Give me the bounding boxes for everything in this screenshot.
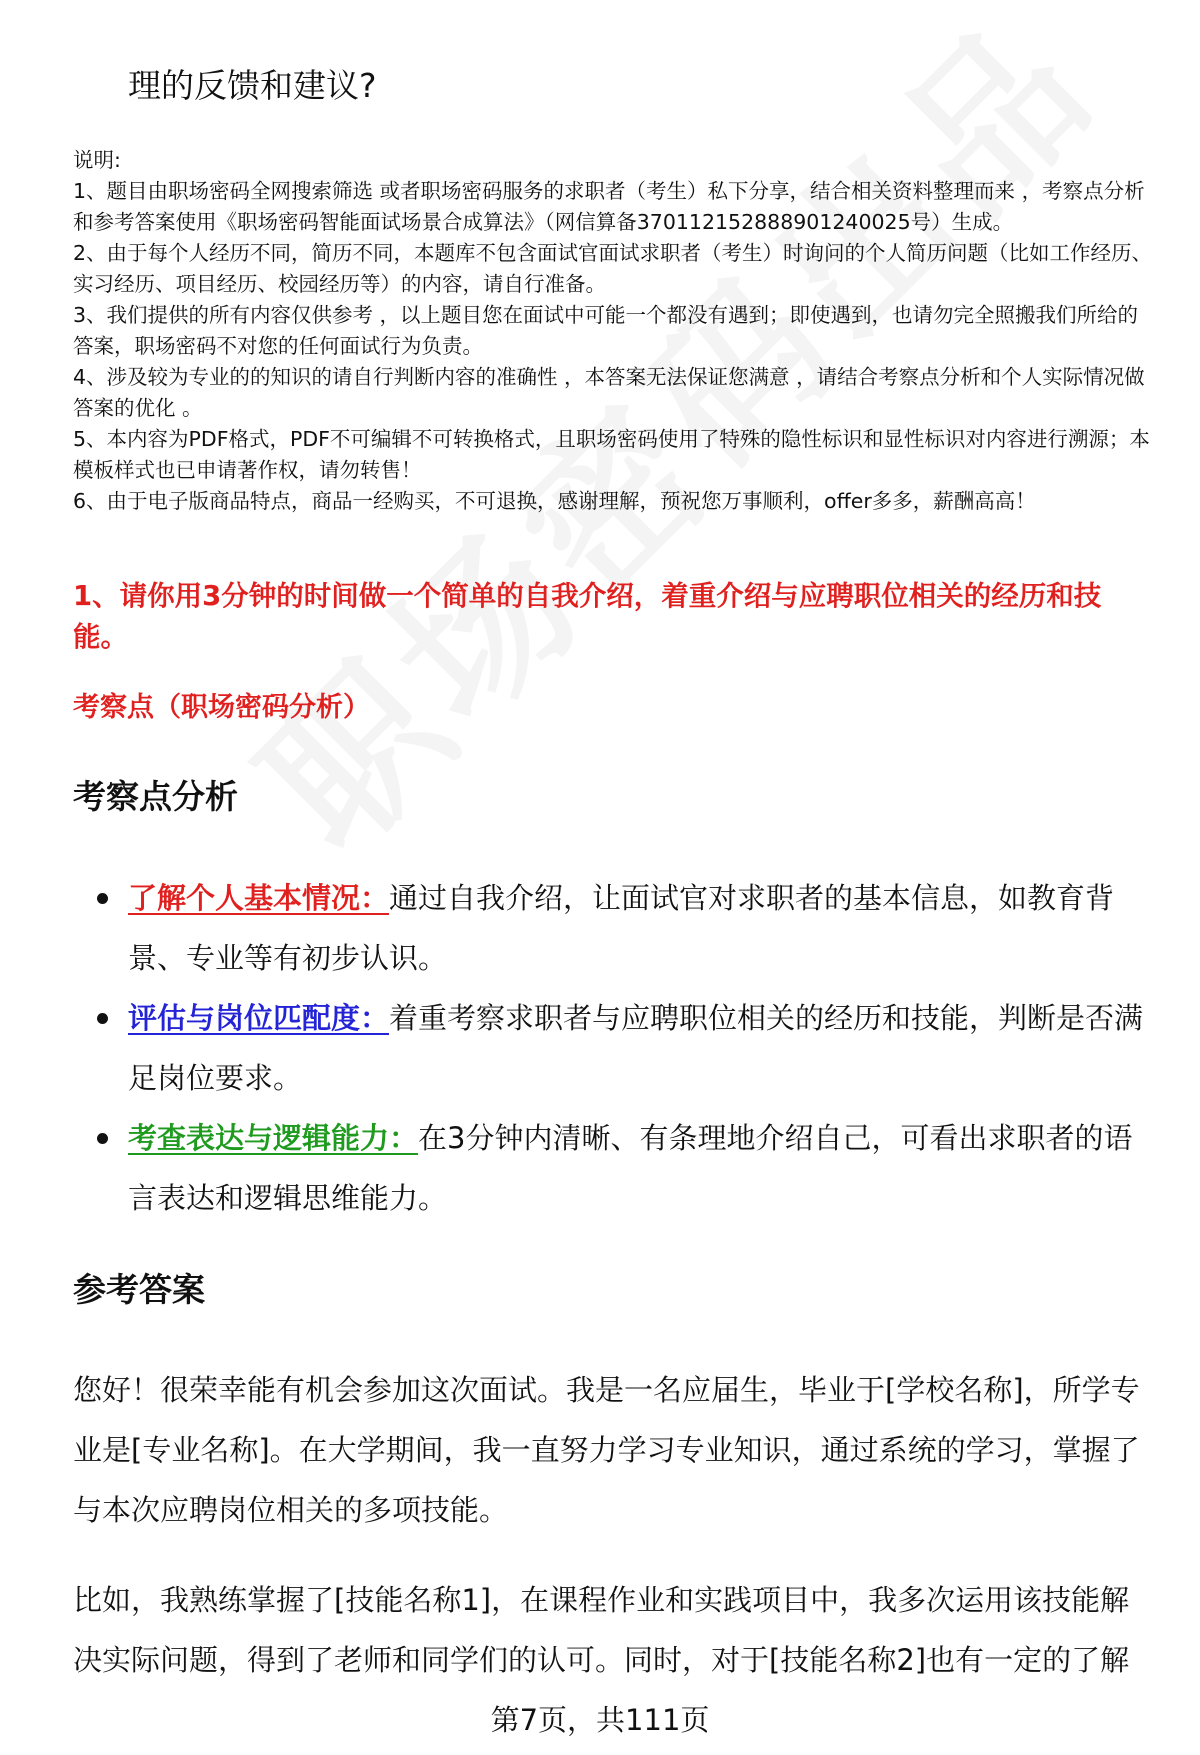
question-title: 1、请你用3分钟的时间做一个简单的自我介绍，着重介绍与应聘职位相关的经历和技能。: [73, 580, 1102, 653]
analysis-keyword: 评估与岗位匹配度：: [128, 1001, 390, 1035]
note-item: 6、由于电子版商品特点，商品一经购买，不可退换，感谢理解，预祝您万事顺利，offer多多，薪酬高高！: [73, 489, 1036, 513]
bullet-icon: [97, 1133, 108, 1144]
analysis-list: [92, 868, 1157, 1228]
note-item: 1、题目由职场密码全网搜索筛选 或者职场密码服务的求职者（考生）私下分享，结合相关资料整理而来 ，考察点分析和参考答案使用《职场密码智能面试场景合成算法》（网信算备370112152888901240025号）生成。: [73, 179, 1145, 234]
note-item: 3、我们提供的所有内容仅供参考 ，以上题目您在面试中可能一个都没有遇到；即使遇到，也请勿完全照搬我们所给的答案，职场密码不对您的任何面试行为负责。: [73, 303, 1139, 358]
note-item: 5、本内容为PDF格式，PDF不可编辑不可转换格式，且职场密码使用了特殊的隐性标识和显性标识对内容进行溯源；本模板样式也已申请著作权，请勿转售！: [73, 427, 1150, 482]
note-item: 2、由于每个人经历不同，简历不同，本题库不包含面试官面试求职者（考生）时询问的个人简历问题（比如工作经历、实习经历、项目经历、校园经历等）的内容，请自行准备。: [73, 241, 1153, 296]
analysis-keyword: 了解个人基本情况：: [128, 881, 390, 915]
answer-body: [73, 1360, 1158, 1720]
page-footer: 第7页，共111页: [0, 1700, 1200, 1740]
analysis-item: [92, 868, 1157, 988]
analysis-text: 在3分钟内清晰、有条理地介绍自己，可看出求职者的语言表达和逻辑思维能力。: [128, 1121, 1133, 1215]
analysis-item: [92, 988, 1157, 1108]
analysis-item: [92, 1108, 1157, 1228]
notes-heading: 说明:: [73, 148, 121, 172]
answer-paragraph: 您好！很荣幸能有机会参加这次面试。我是一名应届生，毕业于[学校名称]，所学专业是[专业名称]。在大学期间，我一直努力学习专业知识，通过系统的学习，掌握了与本次应聘岗位相关的多项技能。: [73, 1373, 1140, 1527]
analysis-text: 通过自我介绍，让面试官对求职者的基本信息，如教育背景、专业等有初步认识。: [128, 881, 1115, 975]
answer-paragraph: 比如，我熟练掌握了[技能名称1]，在课程作业和实践项目中，我多次运用该技能解决实际问题，得到了老师和同学们的认可。同时，对于[技能名称2]也有一定的了解: [73, 1583, 1130, 1677]
analysis-keyword: 考查表达与逻辑能力：: [128, 1121, 419, 1155]
question-continuation: 理的反馈和建议?: [128, 66, 377, 105]
note-item: 4、涉及较为专业的的知识的请自行判断内容的准确性 ，本答案无法保证您满意 ，请结合考察点分析和个人实际情况做答案的优化 。: [73, 365, 1145, 420]
analysis-heading: 考察点分析: [73, 777, 238, 816]
bullet-icon: [97, 1013, 108, 1024]
focus-label: 考察点（职场密码分析）: [73, 692, 370, 723]
bullet-icon: [97, 893, 108, 904]
notes-section: [73, 145, 1153, 517]
analysis-text: 着重考察求职者与应聘职位相关的经历和技能，判断是否满足岗位要求。: [128, 1001, 1144, 1095]
answer-heading: 参考答案: [73, 1270, 205, 1309]
